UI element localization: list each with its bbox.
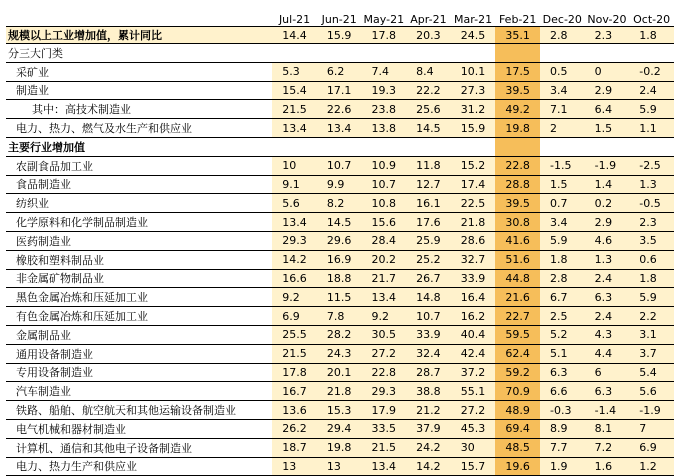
value-cell: 12.7 [406,175,451,194]
value-cell: 9.2 [272,288,317,307]
value-cell: 59.5 [495,325,540,344]
value-cell: 14.2 [272,250,317,269]
value-cell: 17.4 [451,175,496,194]
value-cell: 6.9 [629,438,674,457]
table-row [6,231,674,250]
value-cell: 25.9 [406,231,451,250]
value-cell: 2.3 [629,213,674,232]
value-cell [406,137,451,156]
row-label: 制造业 [6,81,272,100]
value-cell: 6.3 [585,288,630,307]
value-cell: 24.3 [317,344,362,363]
value-cell: 28.8 [495,175,540,194]
value-cell: 32.7 [451,250,496,269]
value-cell: -1.4 [585,401,630,420]
value-cell: 49.2 [495,100,540,119]
value-cell: 13 [272,457,317,476]
value-cell: 8.4 [406,62,451,81]
value-cell: 25.2 [406,250,451,269]
row-label: 计算机、通信和其他电子设备制造业 [6,438,272,457]
row-label: 采矿业 [6,62,272,81]
value-cell: 22.6 [317,100,362,119]
value-cell: 41.6 [495,231,540,250]
value-cell: 17.1 [317,81,362,100]
value-cell: 20.2 [362,250,407,269]
value-cell: 21.8 [451,213,496,232]
value-cell: 6.3 [585,382,630,401]
value-cell: 13.4 [362,457,407,476]
column-header: Jul-21 [272,12,317,27]
value-cell: 48.9 [495,401,540,420]
value-cell: 21.5 [272,344,317,363]
value-cell: 19.3 [362,81,407,100]
value-cell: 17.9 [362,401,407,420]
value-cell [495,44,540,63]
row-label: 其中：高技术制造业 [6,100,272,119]
value-cell: 39.5 [495,194,540,213]
value-cell: 4.6 [585,231,630,250]
value-cell: 19.8 [317,438,362,457]
value-cell: 38.8 [406,382,451,401]
value-cell: 24.5 [451,27,496,44]
table-row [6,156,674,175]
value-cell: 22.5 [451,194,496,213]
value-cell: 39.5 [495,81,540,100]
column-header: May-21 [362,12,407,27]
table-row [6,382,674,401]
value-cell: 5.1 [540,344,585,363]
value-cell: 16.4 [451,288,496,307]
value-cell: 9.2 [362,307,407,326]
value-cell: 28.4 [362,231,407,250]
value-cell: 51.6 [495,250,540,269]
value-cell: 21.8 [317,382,362,401]
value-cell: 21.2 [406,401,451,420]
value-cell: 2.8 [540,269,585,288]
value-cell: 7.8 [317,307,362,326]
value-cell: 29.3 [362,382,407,401]
value-cell: 27.2 [362,344,407,363]
table-row [6,438,674,457]
value-cell [362,137,407,156]
value-cell: 2.9 [585,81,630,100]
row-label: 有色金属冶炼和压延加工业 [6,307,272,326]
value-cell: 0.5 [540,62,585,81]
value-cell [317,137,362,156]
value-cell: 10 [272,156,317,175]
table-row [6,457,674,476]
table-row [6,269,674,288]
value-cell: 2 [540,119,585,138]
row-label: 农副食品加工业 [6,156,272,175]
value-cell: 5.9 [629,100,674,119]
table-row [6,325,674,344]
total-row [6,27,674,44]
value-cell: 8.1 [585,419,630,438]
value-cell: 23.8 [362,100,407,119]
column-header: Jun-21 [317,12,362,27]
table-row [6,363,674,382]
table-row [6,119,674,138]
column-header: Nov-20 [585,12,630,27]
value-cell: -1.9 [585,156,630,175]
value-cell: 35.1 [495,27,540,44]
value-cell: 13.4 [272,119,317,138]
value-cell: -0.5 [629,194,674,213]
value-cell: 2.4 [629,81,674,100]
table-body [6,27,674,476]
value-cell: 5.9 [540,231,585,250]
value-cell: 6.2 [317,62,362,81]
value-cell: 3.5 [629,231,674,250]
value-cell: 16.6 [272,269,317,288]
value-cell: 20.3 [406,27,451,44]
value-cell: 26.7 [406,269,451,288]
value-cell: 0.2 [585,194,630,213]
row-label: 非金属矿物制品业 [6,269,272,288]
value-cell: 17.8 [272,363,317,382]
value-cell: 1.6 [585,457,630,476]
value-cell: 8.2 [317,194,362,213]
value-cell: 10.8 [362,194,407,213]
value-cell: 17.6 [406,213,451,232]
value-cell: 69.4 [495,419,540,438]
column-header: Oct-20 [629,12,674,27]
value-cell: 11.8 [406,156,451,175]
table-row [6,288,674,307]
value-cell: 1.3 [585,250,630,269]
value-cell: 42.4 [451,344,496,363]
value-cell [451,137,496,156]
value-cell: 6 [585,363,630,382]
value-cell: 3.4 [540,213,585,232]
row-label: 医药制造业 [6,231,272,250]
industrial-value-added-table [6,12,674,476]
table-row [6,62,674,81]
value-cell: 1.1 [629,119,674,138]
value-cell: 29.6 [317,231,362,250]
value-cell: 14.5 [406,119,451,138]
table-row [6,401,674,420]
value-cell: 13.8 [362,119,407,138]
value-cell: 13.4 [362,288,407,307]
value-cell [362,44,407,63]
value-cell: 33.5 [362,419,407,438]
value-cell: 1.4 [585,175,630,194]
value-cell: 4.3 [585,325,630,344]
value-cell: 16.2 [451,307,496,326]
value-cell [540,137,585,156]
value-cell: 55.1 [451,382,496,401]
value-cell: 2.4 [585,269,630,288]
value-cell: 44.8 [495,269,540,288]
value-cell: 2.8 [540,27,585,44]
value-cell: 48.5 [495,438,540,457]
value-cell: 6.7 [540,288,585,307]
table-row [6,100,674,119]
value-cell: 1.8 [629,27,674,44]
value-cell: 27.3 [451,81,496,100]
value-cell: 14.8 [406,288,451,307]
value-cell: 1.5 [585,119,630,138]
value-cell: 19.8 [495,119,540,138]
value-cell: 22.8 [495,156,540,175]
value-cell [451,44,496,63]
value-cell [629,44,674,63]
value-cell: 2.4 [585,307,630,326]
value-cell: 2.3 [585,27,630,44]
section-row [6,44,674,63]
table-row [6,213,674,232]
table-row [6,307,674,326]
value-cell: 30 [451,438,496,457]
value-cell: 10.7 [317,156,362,175]
value-cell: 18.8 [317,269,362,288]
value-cell: 15.6 [362,213,407,232]
value-cell: 6.6 [540,382,585,401]
row-label: 金属制品业 [6,325,272,344]
value-cell: 1.2 [629,457,674,476]
table-row [6,81,674,100]
row-label: 通用设备制造业 [6,344,272,363]
value-cell: 32.4 [406,344,451,363]
value-cell: 3.7 [629,344,674,363]
value-cell: 13.4 [317,119,362,138]
value-cell: 26.2 [272,419,317,438]
value-cell: 7.1 [540,100,585,119]
value-cell: 10.1 [451,62,496,81]
value-cell: 7.2 [585,438,630,457]
value-cell: 15.9 [451,119,496,138]
value-cell: 2.9 [585,213,630,232]
value-cell: 30.5 [362,325,407,344]
header-label-cell [6,12,272,27]
row-label: 专用设备制造业 [6,363,272,382]
value-cell: 17.5 [495,62,540,81]
section-row [6,137,674,156]
value-cell: 5.4 [629,363,674,382]
value-cell: 21.5 [362,438,407,457]
value-cell [495,137,540,156]
row-label: 食品制造业 [6,175,272,194]
value-cell: 21.5 [272,100,317,119]
value-cell: 25.6 [406,100,451,119]
row-label: 铁路、船舶、航空航天和其他运输设备制造业 [6,401,272,420]
row-label: 规模以上工业增加值，累计同比 [6,27,272,44]
value-cell [540,44,585,63]
value-cell: 22.2 [406,81,451,100]
row-label: 纺织业 [6,194,272,213]
value-cell: 15.3 [317,401,362,420]
value-cell: 15.9 [317,27,362,44]
value-cell: 7.4 [362,62,407,81]
value-cell [317,44,362,63]
value-cell: -1.9 [629,401,674,420]
value-cell [585,137,630,156]
value-cell: 1.8 [629,269,674,288]
value-cell: 15.2 [451,156,496,175]
column-header: Dec-20 [540,12,585,27]
value-cell: 1.8 [540,250,585,269]
value-cell: 25.5 [272,325,317,344]
row-label: 化学原料和化学制品制造业 [6,213,272,232]
value-cell: 6.9 [272,307,317,326]
value-cell: 28.2 [317,325,362,344]
row-label: 分三大门类 [6,44,272,63]
value-cell: 20.1 [317,363,362,382]
value-cell: 5.2 [540,325,585,344]
value-cell: 33.9 [406,325,451,344]
value-cell: 16.9 [317,250,362,269]
value-cell: 0 [585,62,630,81]
value-cell: 37.2 [451,363,496,382]
value-cell: 5.6 [629,382,674,401]
value-cell: 62.4 [495,344,540,363]
value-cell: 0.7 [540,194,585,213]
value-cell [406,44,451,63]
value-cell: -1.5 [540,156,585,175]
row-label: 主要行业增加值 [6,137,272,156]
value-cell: 1.5 [540,175,585,194]
value-cell: 15.4 [272,81,317,100]
value-cell: 40.4 [451,325,496,344]
value-cell: 6.4 [585,100,630,119]
value-cell: 6.3 [540,363,585,382]
value-cell: 13 [317,457,362,476]
value-cell: 27.2 [451,401,496,420]
value-cell: 19.6 [495,457,540,476]
value-cell: 13.4 [272,213,317,232]
value-cell: 3.1 [629,325,674,344]
value-cell: 5.9 [629,288,674,307]
column-header: Feb-21 [495,12,540,27]
value-cell: 17.8 [362,27,407,44]
column-header: Mar-21 [451,12,496,27]
value-cell [585,44,630,63]
value-cell: 30.8 [495,213,540,232]
value-cell: 33.9 [451,269,496,288]
value-cell: 29.4 [317,419,362,438]
value-cell: 45.3 [451,419,496,438]
value-cell [629,137,674,156]
value-cell: 2.2 [629,307,674,326]
value-cell: 0.6 [629,250,674,269]
row-label: 电力、热力生产和供应业 [6,457,272,476]
value-cell: 22.8 [362,363,407,382]
value-cell: -0.3 [540,401,585,420]
value-cell: 5.3 [272,62,317,81]
row-label: 电力、热力、燃气及水生产和供应业 [6,119,272,138]
table-row [6,194,674,213]
header-row [6,12,674,27]
row-label: 黑色金属冶炼和压延加工业 [6,288,272,307]
value-cell: 10.7 [406,307,451,326]
value-cell: 7.7 [540,438,585,457]
value-cell: 7 [629,419,674,438]
value-cell: 29.3 [272,231,317,250]
value-cell: 21.7 [362,269,407,288]
value-cell: 9.9 [317,175,362,194]
value-cell: 14.4 [272,27,317,44]
value-cell: -2.5 [629,156,674,175]
value-cell: 3.4 [540,81,585,100]
value-cell: 31.2 [451,100,496,119]
value-cell: 11.5 [317,288,362,307]
column-header: Apr-21 [406,12,451,27]
value-cell: 14.5 [317,213,362,232]
value-cell: 14.2 [406,457,451,476]
value-cell: 24.2 [406,438,451,457]
table-row [6,344,674,363]
value-cell: 1.3 [629,175,674,194]
value-cell: 1.9 [540,457,585,476]
row-label: 橡胶和塑料制品业 [6,250,272,269]
row-label: 电气机械和器材制造业 [6,419,272,438]
table-row [6,250,674,269]
value-cell: 9.1 [272,175,317,194]
value-cell: 4.4 [585,344,630,363]
value-cell: 28.6 [451,231,496,250]
value-cell: -0.2 [629,62,674,81]
table-row [6,419,674,438]
value-cell: 22.7 [495,307,540,326]
value-cell: 70.9 [495,382,540,401]
value-cell [272,137,317,156]
value-cell: 8.9 [540,419,585,438]
value-cell: 28.7 [406,363,451,382]
value-cell: 18.7 [272,438,317,457]
value-cell: 15.7 [451,457,496,476]
value-cell: 10.9 [362,156,407,175]
row-label: 汽车制造业 [6,382,272,401]
value-cell: 13.6 [272,401,317,420]
value-cell: 37.9 [406,419,451,438]
table-row [6,175,674,194]
value-cell: 21.6 [495,288,540,307]
value-cell: 2.5 [540,307,585,326]
value-cell: 10.7 [362,175,407,194]
value-cell [272,44,317,63]
value-cell: 16.7 [272,382,317,401]
value-cell: 16.1 [406,194,451,213]
value-cell: 5.6 [272,194,317,213]
value-cell: 59.2 [495,363,540,382]
